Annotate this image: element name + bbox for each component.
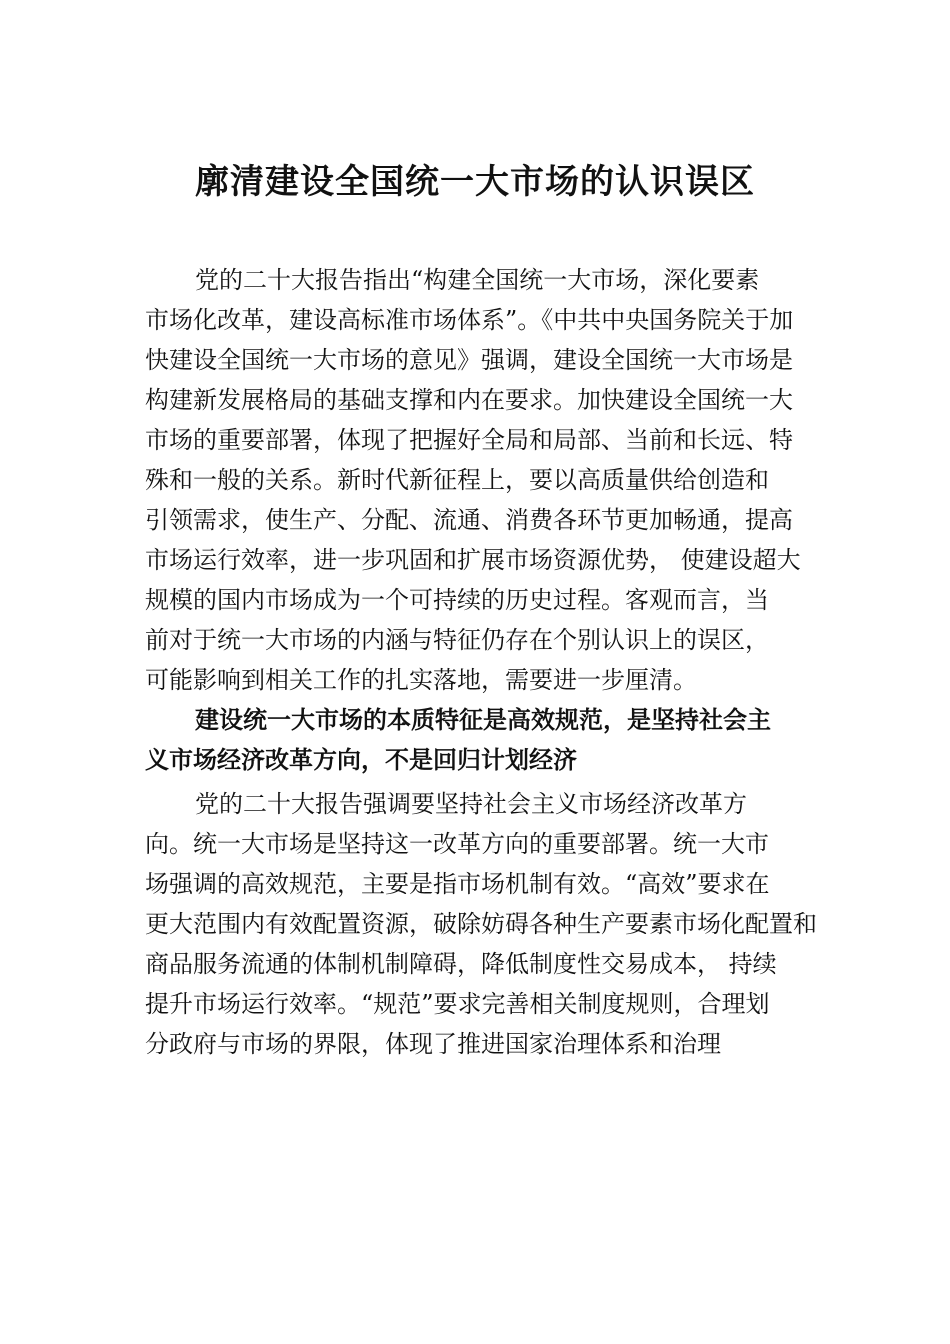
paragraph-line: 前对于统一大市场的内涵与特征仍存在个别认识上的误区， xyxy=(145,626,769,654)
paragraph-line: 场强调的高效规范，主要是指市场机制有效。“高效”要求在 xyxy=(145,870,770,898)
paragraph-section xyxy=(145,784,817,1064)
paragraph-line: 分政府与市场的界限，体现了推进国家治理体系和治理 xyxy=(145,1030,721,1058)
paragraph-line: 市场运行效率，进一步巩固和扩展市场资源优势， 使建设超大 xyxy=(145,546,801,574)
paragraph-line: 商品服务流通的体制机制障碍，降低制度性交易成本， 持续 xyxy=(145,950,777,978)
paragraph-line: 构建新发展格局的基础支撑和内在要求。加快建设全国统一大 xyxy=(145,386,793,414)
paragraph-line: 殊和一般的关系。新时代新征程上，要以高质量供给创造和 xyxy=(145,466,769,494)
heading-line: 建设统一大市场的本质特征是高效规范，是坚持社会主 xyxy=(195,706,771,734)
section-heading xyxy=(145,700,825,780)
heading-line: 义市场经济改革方向，不是回归计划经济 xyxy=(145,746,577,774)
paragraph-intro xyxy=(145,260,817,700)
paragraph-line: 党的二十大报告强调要坚持社会主义市场经济改革方 xyxy=(195,790,747,818)
paragraph-line: 可能影响到相关工作的扎实落地，需要进一步厘清。 xyxy=(145,666,697,694)
paragraph-line: 快建设全国统一大市场的意见》强调，建设全国统一大市场是 xyxy=(145,346,793,374)
paragraph-line: 引领需求，使生产、分配、流通、消费各环节更加畅通，提高 xyxy=(145,506,793,534)
paragraph-line: 向。统一大市场是坚持这一改革方向的重要部署。统一大市 xyxy=(145,830,769,858)
paragraph-line: 规模的国内市场成为一个可持续的历史过程。客观而言，当 xyxy=(145,586,769,614)
paragraph-line: 市场化改革，建设高标准市场体系”。《中共中央国务院关于加 xyxy=(145,306,794,334)
paragraph-line: 市场的重要部署，体现了把握好全局和局部、当前和长远、特 xyxy=(145,426,793,454)
document-title: 廓清建设全国统一大市场的认识误区 xyxy=(195,162,755,202)
paragraph-line: 党的二十大报告指出“构建全国统一大市场，深化要素 xyxy=(195,266,760,294)
paragraph-line: 更大范围内有效配置资源，破除妨碍各种生产要素市场化配置和 xyxy=(145,910,817,938)
paragraph-line: 提升市场运行效率。“规范”要求完善相关制度规则，合理划 xyxy=(145,990,770,1018)
